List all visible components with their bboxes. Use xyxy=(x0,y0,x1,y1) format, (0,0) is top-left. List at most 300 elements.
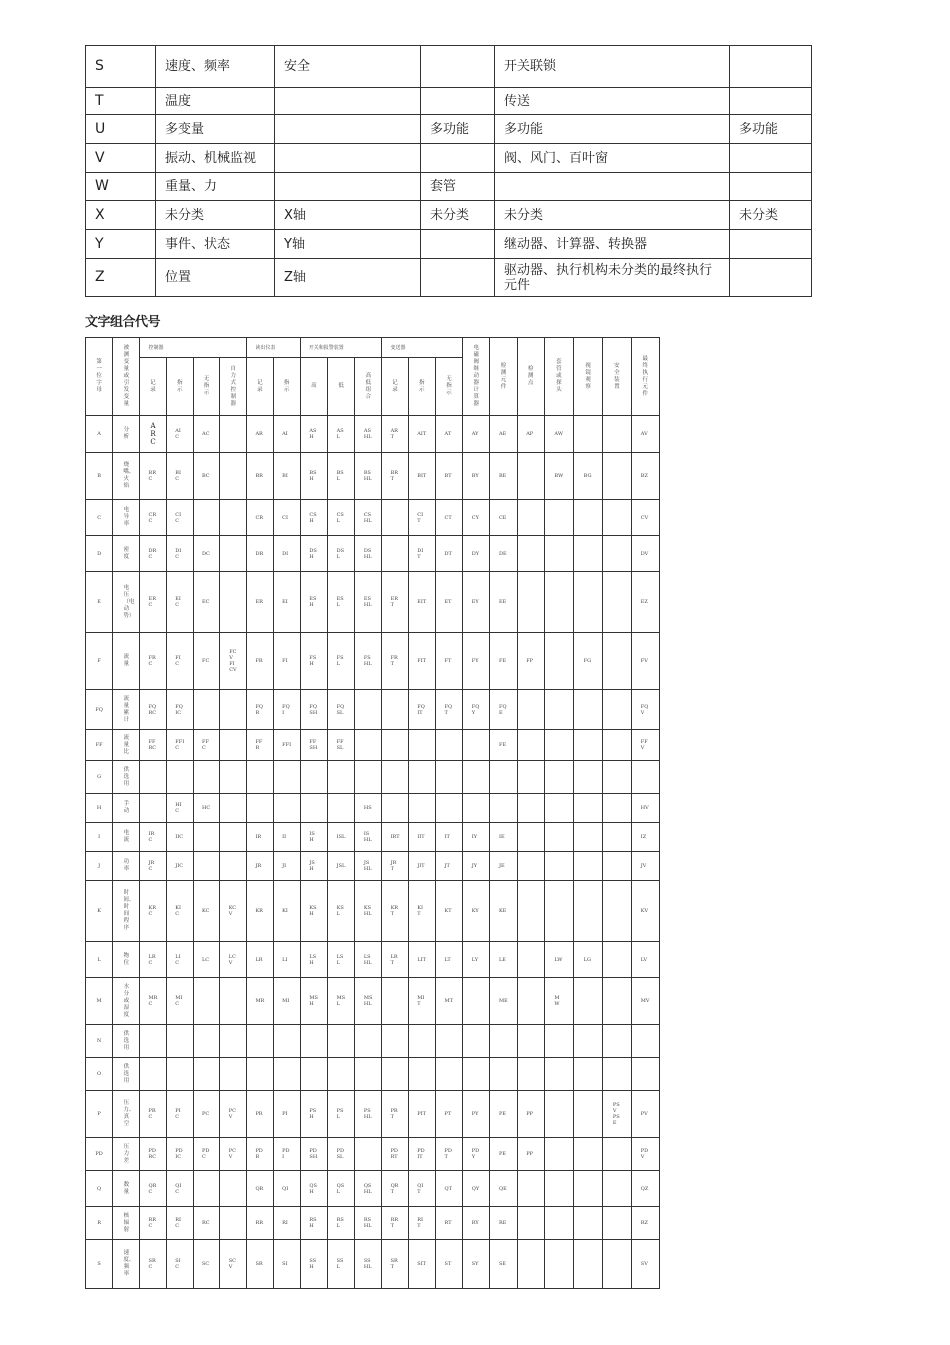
header-first-letter-text: 第一位字母 xyxy=(96,359,102,393)
code-cell xyxy=(166,1091,193,1138)
code-cell xyxy=(300,690,327,730)
header-row-1 xyxy=(86,338,660,358)
code-cell xyxy=(166,852,193,881)
code-cell xyxy=(603,500,631,536)
variable-text: 水分或湿度 xyxy=(123,983,130,1018)
code-cell xyxy=(435,453,462,500)
code-text: QZ xyxy=(640,1185,649,1192)
code-cell xyxy=(517,1025,544,1058)
code-text: FQI xyxy=(282,703,290,716)
code-cell xyxy=(247,453,273,500)
code-cell xyxy=(490,500,517,536)
code-cell xyxy=(603,794,631,823)
code-text: EE xyxy=(498,599,507,605)
code-cell xyxy=(220,1138,247,1171)
code-text: PR xyxy=(255,1111,263,1117)
code-text: AV xyxy=(640,431,648,437)
first-letter: Q xyxy=(86,1171,113,1207)
code-text: KIC xyxy=(175,905,181,917)
code-text: KRT xyxy=(390,905,399,917)
code-cell xyxy=(382,881,408,942)
code-cell xyxy=(408,794,435,823)
code-cell xyxy=(490,852,517,881)
code-cell xyxy=(355,730,382,761)
code-cell xyxy=(220,761,247,794)
cell-function xyxy=(495,259,730,297)
code-text: FG xyxy=(583,658,592,664)
code-cell xyxy=(140,1138,166,1171)
code-cell xyxy=(408,536,435,572)
code-cell xyxy=(463,1171,490,1207)
code-cell xyxy=(603,881,631,942)
cell-variable xyxy=(156,46,275,88)
cell-modifier xyxy=(730,173,812,201)
code-cell xyxy=(544,500,573,536)
cell-readout xyxy=(275,144,421,173)
code-text: AP xyxy=(526,431,534,437)
code-text: BG xyxy=(583,473,592,479)
code-cell xyxy=(631,1025,659,1058)
variable xyxy=(113,852,140,881)
code-cell xyxy=(544,852,573,881)
code-cell xyxy=(574,730,603,761)
code-cell xyxy=(631,730,659,761)
combo-row xyxy=(86,1171,660,1207)
code-text: JSL xyxy=(336,863,346,869)
code-cell xyxy=(328,1058,355,1091)
code-cell xyxy=(328,942,355,978)
code-cell xyxy=(603,690,631,730)
code-text: FQRC xyxy=(148,703,157,716)
code-text: RC xyxy=(201,1220,210,1226)
code-cell xyxy=(490,1240,517,1289)
code-text: FQY xyxy=(471,703,480,716)
cell-modifier xyxy=(730,144,812,173)
code-text: HV xyxy=(640,805,649,811)
header-sight-glass-text: 视镜观察 xyxy=(585,362,591,390)
cell-readout xyxy=(275,259,421,297)
code-text: PP xyxy=(526,1151,533,1157)
first-letter: H xyxy=(86,794,113,823)
cell-function xyxy=(495,230,730,259)
code-text: BIT xyxy=(417,473,427,479)
code-cell xyxy=(193,881,219,942)
header-first-letter xyxy=(86,338,113,416)
code-text: FFV xyxy=(640,739,648,751)
code-cell xyxy=(544,761,573,794)
cell-text: W xyxy=(95,178,109,194)
code-cell xyxy=(517,1207,544,1240)
code-cell xyxy=(382,978,408,1025)
code-text: ASL xyxy=(336,428,344,440)
code-cell xyxy=(300,730,327,761)
code-text: RRT xyxy=(390,1217,399,1229)
code-cell xyxy=(300,978,327,1025)
code-cell xyxy=(300,536,327,572)
code-text: IRC xyxy=(148,831,155,843)
code-cell xyxy=(435,500,462,536)
code-cell xyxy=(435,1138,462,1171)
header-subcol xyxy=(355,358,382,416)
cell-function xyxy=(495,46,730,88)
code-cell xyxy=(140,1240,166,1289)
code-cell xyxy=(408,730,435,761)
code-cell xyxy=(435,1091,462,1138)
code-cell xyxy=(220,1091,247,1138)
code-text: JIT xyxy=(417,863,425,869)
code-cell xyxy=(382,1207,408,1240)
code-cell xyxy=(408,823,435,852)
code-cell xyxy=(490,978,517,1025)
code-text: ISH xyxy=(309,831,315,843)
letter-row xyxy=(86,46,812,88)
combo-row xyxy=(86,1138,660,1171)
code-text: SSL xyxy=(336,1258,344,1270)
code-cell xyxy=(193,730,219,761)
code-text: BR xyxy=(255,473,263,479)
code-cell xyxy=(193,852,219,881)
code-text: PI xyxy=(282,1111,288,1117)
code-text: CV xyxy=(640,514,649,521)
cell-text: 多功能 xyxy=(504,121,544,137)
first-letter: J xyxy=(86,852,113,881)
code-text: FV xyxy=(640,658,648,664)
code-text: EC xyxy=(201,599,210,605)
code-cell xyxy=(408,1138,435,1171)
code-cell xyxy=(273,852,300,881)
code-cell xyxy=(517,536,544,572)
code-text: KE xyxy=(498,908,507,914)
code-cell xyxy=(193,942,219,978)
code-text: FRC xyxy=(148,655,156,667)
code-cell xyxy=(300,1025,327,1058)
code-text: AE xyxy=(498,431,507,437)
code-cell xyxy=(574,453,603,500)
cell-function xyxy=(495,144,730,173)
code-cell xyxy=(193,761,219,794)
code-cell xyxy=(517,1091,544,1138)
code-cell xyxy=(166,1058,193,1091)
code-cell xyxy=(220,852,247,881)
code-cell xyxy=(544,633,573,690)
variable-text: 电流 xyxy=(123,830,130,843)
code-cell xyxy=(328,823,355,852)
variable-text: 分析 xyxy=(123,427,130,440)
code-text: RR xyxy=(255,1220,263,1226)
code-text: ASHL xyxy=(363,428,372,440)
variable-text: 供选用 xyxy=(123,1030,130,1051)
code-text: RI xyxy=(282,1220,288,1226)
cell-text: X xyxy=(95,206,105,223)
code-cell xyxy=(517,500,544,536)
header-subcol xyxy=(408,358,435,416)
code-cell xyxy=(300,1207,327,1240)
code-cell xyxy=(247,794,273,823)
code-text: FQE xyxy=(498,703,507,716)
cell-text: 重量、力 xyxy=(165,179,218,194)
cell-text: 多功能 xyxy=(430,121,470,137)
code-cell xyxy=(408,942,435,978)
code-cell xyxy=(631,1240,659,1289)
code-cell xyxy=(220,690,247,730)
code-text: ARC xyxy=(150,422,156,446)
cell-text: 未分类 xyxy=(739,207,779,223)
code-text: MIT xyxy=(417,995,425,1007)
code-cell xyxy=(273,730,300,761)
code-cell xyxy=(247,978,273,1025)
header-subcol-text: 高 xyxy=(311,383,317,389)
first-letter: M xyxy=(86,978,113,1025)
code-cell xyxy=(463,1058,490,1091)
header-test-point-text: 检测点 xyxy=(527,366,534,386)
variable xyxy=(113,1058,140,1091)
code-cell xyxy=(574,1025,603,1058)
cell-text: 安全 xyxy=(284,59,311,74)
code-text: BZ xyxy=(640,473,648,479)
code-cell xyxy=(247,761,273,794)
code-cell xyxy=(574,1240,603,1289)
code-cell xyxy=(574,978,603,1025)
code-text: RE xyxy=(498,1220,507,1226)
code-text: FQIC xyxy=(175,703,183,716)
code-cell xyxy=(193,416,219,453)
code-text: MR xyxy=(255,998,265,1004)
code-cell xyxy=(300,761,327,794)
code-cell xyxy=(193,1138,219,1171)
code-cell xyxy=(300,633,327,690)
code-cell xyxy=(490,536,517,572)
code-cell xyxy=(574,1207,603,1240)
code-cell xyxy=(300,416,327,453)
combo-row xyxy=(86,416,660,453)
code-text: ISHL xyxy=(363,831,372,843)
code-cell xyxy=(574,572,603,633)
code-cell xyxy=(544,794,573,823)
code-text: PDT xyxy=(444,1148,452,1160)
code-text: SC xyxy=(201,1261,210,1267)
code-text: FE xyxy=(498,658,507,664)
code-text: FFSH xyxy=(309,739,318,751)
code-text: MV xyxy=(640,998,650,1004)
code-text: LT xyxy=(444,956,451,963)
code-cell xyxy=(631,453,659,500)
code-cell xyxy=(490,1207,517,1240)
code-cell xyxy=(220,794,247,823)
cell-readout xyxy=(275,115,421,144)
cell-text: 未分类 xyxy=(430,207,470,223)
code-text: FQR xyxy=(255,703,264,716)
header-subcol-text: 记录 xyxy=(392,379,398,393)
code-text: HS xyxy=(363,805,372,811)
header-subcol-text: 指示 xyxy=(283,379,290,393)
code-cell xyxy=(463,978,490,1025)
variable xyxy=(113,633,140,690)
letter-row xyxy=(86,230,812,259)
code-cell xyxy=(300,453,327,500)
code-text: FFRC xyxy=(148,739,157,751)
code-cell xyxy=(220,1025,247,1058)
header-safety xyxy=(603,338,631,416)
first-letter: L xyxy=(86,942,113,978)
code-text: PDSL xyxy=(336,1148,344,1160)
variable-text: 流量累计 xyxy=(123,695,130,723)
code-cell xyxy=(603,1240,631,1289)
code-text: CSH xyxy=(309,511,317,524)
code-cell xyxy=(328,1091,355,1138)
code-cell xyxy=(603,761,631,794)
code-text: BI xyxy=(282,473,288,479)
code-text: LW xyxy=(554,956,563,963)
code-cell xyxy=(463,730,490,761)
cell-modifier xyxy=(730,46,812,88)
code-text: LIC xyxy=(175,953,181,966)
header-safety-text: 安全装置 xyxy=(614,362,620,390)
cell-readout xyxy=(275,173,421,201)
code-text: FSHL xyxy=(363,655,372,667)
code-text: IE xyxy=(498,834,505,840)
code-cell xyxy=(166,794,193,823)
code-cell xyxy=(166,978,193,1025)
code-cell xyxy=(517,572,544,633)
code-cell xyxy=(408,1171,435,1207)
code-text: IIT xyxy=(417,834,425,840)
code-text: AY xyxy=(471,431,479,437)
code-cell xyxy=(273,794,300,823)
cell-output_mod xyxy=(421,144,495,173)
combo-row xyxy=(86,942,660,978)
code-text: AI xyxy=(282,431,288,437)
code-cell xyxy=(140,1025,166,1058)
code-cell xyxy=(193,978,219,1025)
code-cell xyxy=(574,1091,603,1138)
code-text: JT xyxy=(444,863,450,869)
header-element xyxy=(490,338,517,416)
code-text: BT xyxy=(444,473,452,479)
code-text: FCV FICV xyxy=(229,649,237,673)
code-cell xyxy=(490,730,517,761)
code-text: EIT xyxy=(417,599,427,605)
variable xyxy=(113,942,140,978)
code-text: FI xyxy=(282,658,288,664)
section-title: 文字组合代号 xyxy=(85,315,161,330)
code-text: CRC xyxy=(148,511,157,524)
code-text: SY xyxy=(471,1261,479,1267)
cell-readout xyxy=(275,201,421,230)
code-text: SSH xyxy=(309,1258,317,1270)
header-relay xyxy=(463,338,490,416)
variable-text: 烧嘴、火焰 xyxy=(123,462,135,489)
variable xyxy=(113,823,140,852)
code-cell xyxy=(355,881,382,942)
letter-row xyxy=(86,115,812,144)
combo-row xyxy=(86,572,660,633)
code-cell xyxy=(382,761,408,794)
code-cell xyxy=(408,500,435,536)
code-cell xyxy=(463,500,490,536)
variable-text: 速度、频率 xyxy=(123,1250,135,1277)
cell-modifier xyxy=(730,259,812,297)
code-cell xyxy=(355,572,382,633)
cell-output_mod xyxy=(421,173,495,201)
variable-text: 流量 xyxy=(123,654,130,667)
code-text: ESL xyxy=(336,596,344,608)
combo-row xyxy=(86,536,660,572)
code-text: HIC xyxy=(175,802,182,814)
code-cell xyxy=(574,1138,603,1171)
code-cell xyxy=(574,500,603,536)
code-cell xyxy=(435,572,462,633)
code-text: EY xyxy=(471,599,479,605)
cell-text: 未分类 xyxy=(165,207,205,223)
code-cell xyxy=(140,1058,166,1091)
code-cell xyxy=(273,881,300,942)
code-text: FQIT xyxy=(417,703,425,716)
code-cell xyxy=(544,1240,573,1289)
code-cell xyxy=(631,852,659,881)
code-cell xyxy=(490,1025,517,1058)
code-cell xyxy=(382,536,408,572)
code-cell xyxy=(603,730,631,761)
code-cell xyxy=(490,633,517,690)
variable xyxy=(113,1091,140,1138)
code-cell xyxy=(544,1207,573,1240)
code-text: PCV xyxy=(228,1148,236,1160)
code-cell xyxy=(220,730,247,761)
code-cell xyxy=(463,536,490,572)
code-text: ET xyxy=(444,599,452,605)
code-cell xyxy=(273,500,300,536)
code-text: DE xyxy=(498,550,507,557)
code-cell xyxy=(193,453,219,500)
cell-letter xyxy=(86,201,156,230)
code-cell xyxy=(220,500,247,536)
code-text: QIT xyxy=(417,1182,424,1195)
code-cell xyxy=(463,633,490,690)
code-text: FQSL xyxy=(336,703,345,716)
cell-text: Y轴 xyxy=(284,236,305,252)
cell-text: 振动、机械监视 xyxy=(165,150,257,166)
cell-text: U xyxy=(95,120,106,137)
combo-row xyxy=(86,633,660,690)
code-cell xyxy=(574,416,603,453)
header-subcol xyxy=(435,358,462,416)
code-text: PDY xyxy=(471,1148,480,1160)
code-cell xyxy=(631,416,659,453)
combo-row xyxy=(86,761,660,794)
code-text: AC xyxy=(201,431,210,437)
code-cell xyxy=(463,416,490,453)
code-cell xyxy=(355,453,382,500)
variable-text: 核辐射 xyxy=(123,1212,130,1233)
header-probe xyxy=(544,338,573,416)
code-cell xyxy=(247,690,273,730)
code-text: QSH xyxy=(309,1182,317,1195)
code-cell xyxy=(300,1240,327,1289)
first-letter: R xyxy=(86,1207,113,1240)
code-cell xyxy=(247,500,273,536)
header-controller: 控制器 xyxy=(140,338,247,358)
code-text: FIT xyxy=(417,658,427,664)
cell-text: S xyxy=(95,58,104,74)
code-cell xyxy=(517,1240,544,1289)
code-cell xyxy=(193,1240,219,1289)
code-cell xyxy=(631,761,659,794)
code-cell xyxy=(544,881,573,942)
code-cell xyxy=(300,942,327,978)
cell-text: 阀、风门、百叶窗 xyxy=(504,150,609,166)
code-cell xyxy=(463,761,490,794)
code-cell xyxy=(490,1058,517,1091)
